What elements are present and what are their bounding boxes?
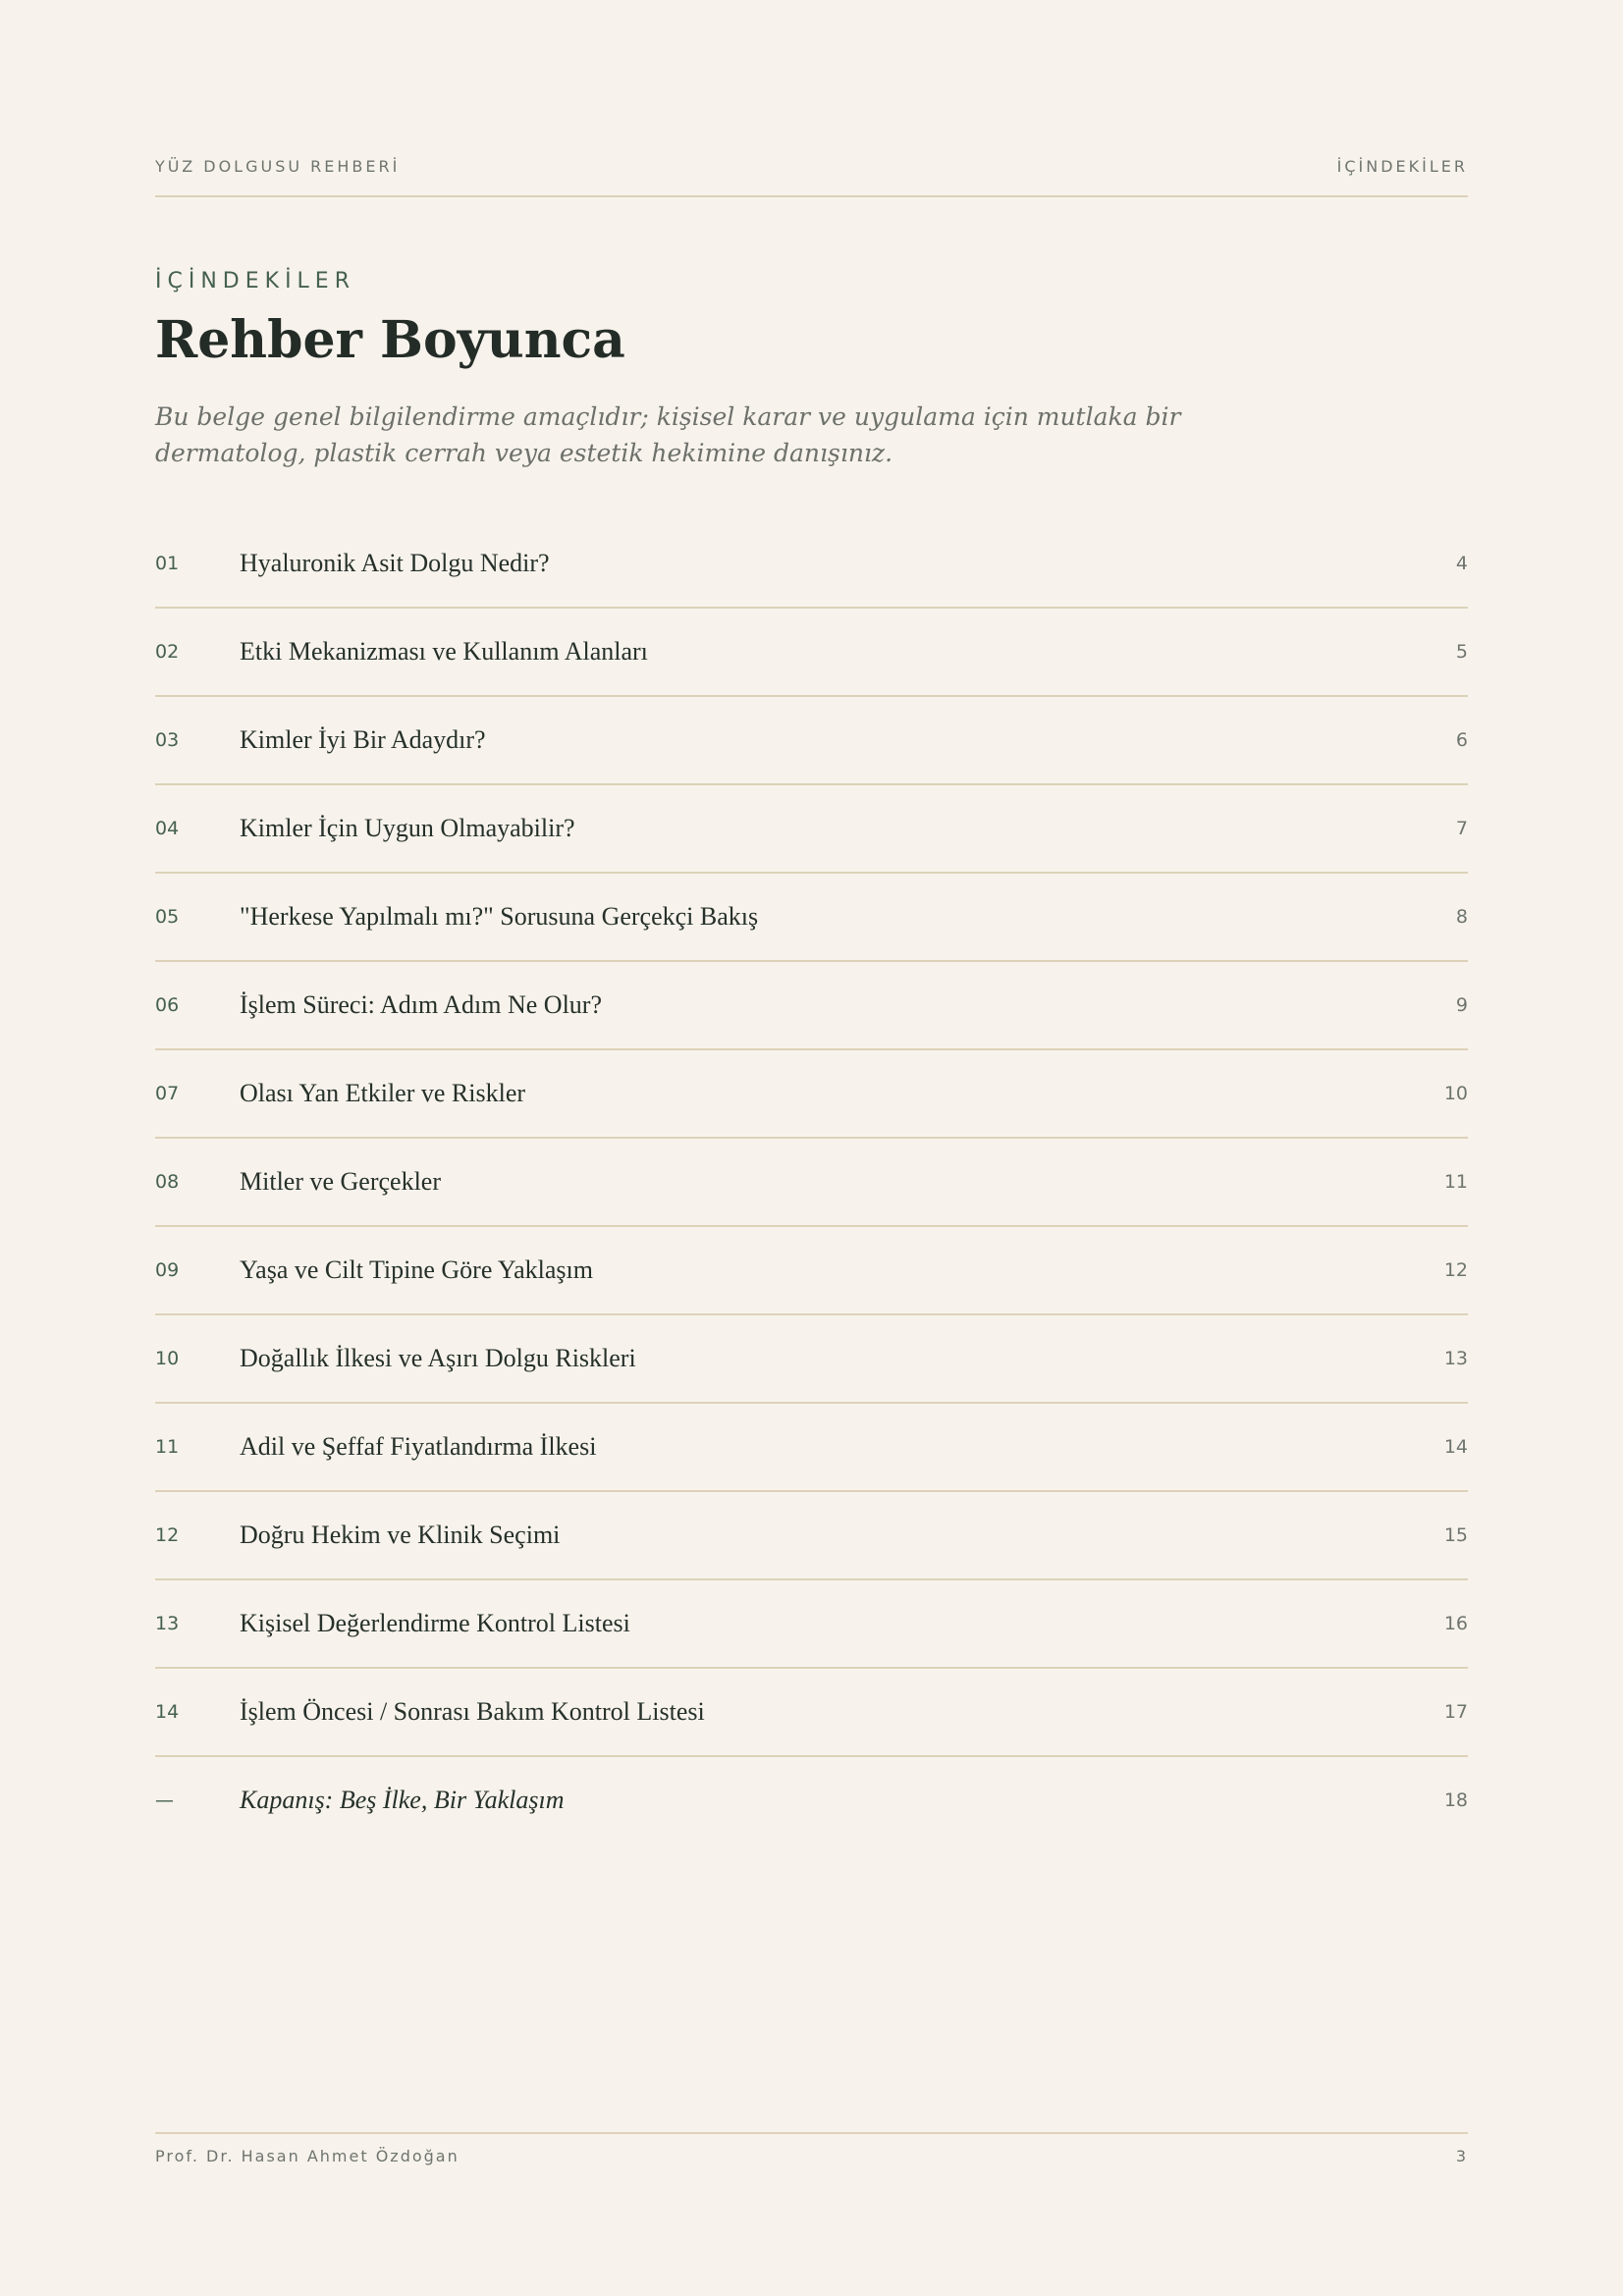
toc-title: Doğallık İlkesi ve Aşırı Dolgu Riskleri xyxy=(240,1344,636,1372)
running-header xyxy=(155,157,1468,176)
toc-entry-12[interactable] xyxy=(155,1492,1468,1580)
toc-entry-01[interactable] xyxy=(155,520,1468,609)
toc-number: 06 xyxy=(155,994,180,1016)
toc-page: 17 xyxy=(1443,1701,1468,1723)
toc-number: 02 xyxy=(155,641,180,663)
toc-page: 13 xyxy=(1443,1348,1468,1369)
toc-number: 12 xyxy=(155,1524,180,1546)
toc-title: Mitler ve Gerçekler xyxy=(240,1167,442,1196)
footer-page-number: 3 xyxy=(1455,2147,1468,2165)
page-footer xyxy=(155,2147,1468,2165)
toc-number: 01 xyxy=(155,553,180,574)
intro-note: Bu belge genel bilgilendirme amaçlıdır; kişisel karar ve uygulama için mutlaka bir dermatolog, plastik cerrah veya estetik hekimine danışınız. xyxy=(155,402,1181,467)
toc-title: Hyaluronik Asit Dolgu Nedir? xyxy=(240,549,550,577)
toc-title: İşlem Öncesi / Sonrası Bakım Kontrol Listesi xyxy=(240,1697,705,1726)
toc-entry-10[interactable] xyxy=(155,1315,1468,1404)
toc-entry-04[interactable] xyxy=(155,785,1468,874)
section-eyebrow: İÇİNDEKİLER xyxy=(155,269,355,294)
toc-page: 8 xyxy=(1455,906,1468,928)
toc-entry-06[interactable] xyxy=(155,962,1468,1050)
toc-title: Olası Yan Etkiler ve Riskler xyxy=(240,1079,526,1107)
toc-entry-13[interactable] xyxy=(155,1580,1468,1669)
footer-author: Prof. Dr. Hasan Ahmet Özdoğan xyxy=(155,2147,460,2165)
toc-number: 03 xyxy=(155,729,180,751)
toc-title: Adil ve Şeffaf Fiyatlandırma İlkesi xyxy=(240,1432,597,1461)
toc-title: Kimler İçin Uygun Olmayabilir? xyxy=(240,814,575,842)
toc-title: Kişisel Değerlendirme Kontrol Listesi xyxy=(240,1609,630,1637)
toc-number: — xyxy=(155,1789,174,1811)
toc-number: 14 xyxy=(155,1701,180,1723)
toc-page: 12 xyxy=(1443,1259,1468,1281)
toc-entry-14[interactable] xyxy=(155,1669,1468,1757)
running-header-right: İÇİNDEKİLER xyxy=(1336,157,1468,176)
toc-title: Etki Mekanizması ve Kullanım Alanları xyxy=(240,637,648,666)
toc-page: 11 xyxy=(1443,1171,1468,1193)
toc-page: 5 xyxy=(1455,641,1468,663)
toc-title: Doğru Hekim ve Klinik Seçimi xyxy=(240,1521,561,1549)
toc-number: 04 xyxy=(155,818,180,839)
toc-title: Kimler İyi Bir Adaydır? xyxy=(240,725,486,754)
toc-entry-03[interactable] xyxy=(155,697,1468,785)
toc-page: 10 xyxy=(1443,1083,1468,1104)
running-header-left: YÜZ DOLGUSU REHBERİ xyxy=(155,157,401,176)
toc-page: 16 xyxy=(1443,1613,1468,1634)
toc-number: 05 xyxy=(155,906,180,928)
toc-number: 09 xyxy=(155,1259,180,1281)
toc-entry-02[interactable] xyxy=(155,609,1468,697)
toc-title: Yaşa ve Cilt Tipine Göre Yaklaşım xyxy=(240,1255,593,1284)
toc-title: "Herkese Yapılmalı mı?" Sorusuna Gerçekçi Bakış xyxy=(240,902,759,931)
toc-title: İşlem Süreci: Adım Adım Ne Olur? xyxy=(240,990,603,1019)
toc-number: 11 xyxy=(155,1436,180,1458)
toc-page: 18 xyxy=(1443,1789,1468,1811)
toc-number: 08 xyxy=(155,1171,180,1193)
toc-page: 9 xyxy=(1455,994,1468,1016)
toc-page: 7 xyxy=(1455,818,1468,839)
toc-number: 10 xyxy=(155,1348,180,1369)
toc-entry-11[interactable] xyxy=(155,1404,1468,1492)
toc-entry-08[interactable] xyxy=(155,1139,1468,1227)
toc-number: 13 xyxy=(155,1613,180,1634)
footer-rule xyxy=(155,2132,1468,2134)
toc-page: 14 xyxy=(1443,1436,1468,1458)
toc-page: 6 xyxy=(1455,729,1468,751)
toc-entry-05[interactable] xyxy=(155,874,1468,962)
toc-page: 15 xyxy=(1443,1524,1468,1546)
toc-number: 07 xyxy=(155,1083,180,1104)
toc-entry-09[interactable] xyxy=(155,1227,1468,1315)
toc-entry-closing[interactable] xyxy=(155,1757,1468,1843)
toc-title: Kapanış: Beş İlke, Bir Yaklaşım xyxy=(240,1786,565,1814)
header-rule xyxy=(155,195,1468,197)
toc-entry-07[interactable] xyxy=(155,1050,1468,1139)
page-title: Rehber Boyunca xyxy=(155,310,625,370)
toc-page: 4 xyxy=(1455,553,1468,574)
table-of-contents xyxy=(155,520,1468,1843)
